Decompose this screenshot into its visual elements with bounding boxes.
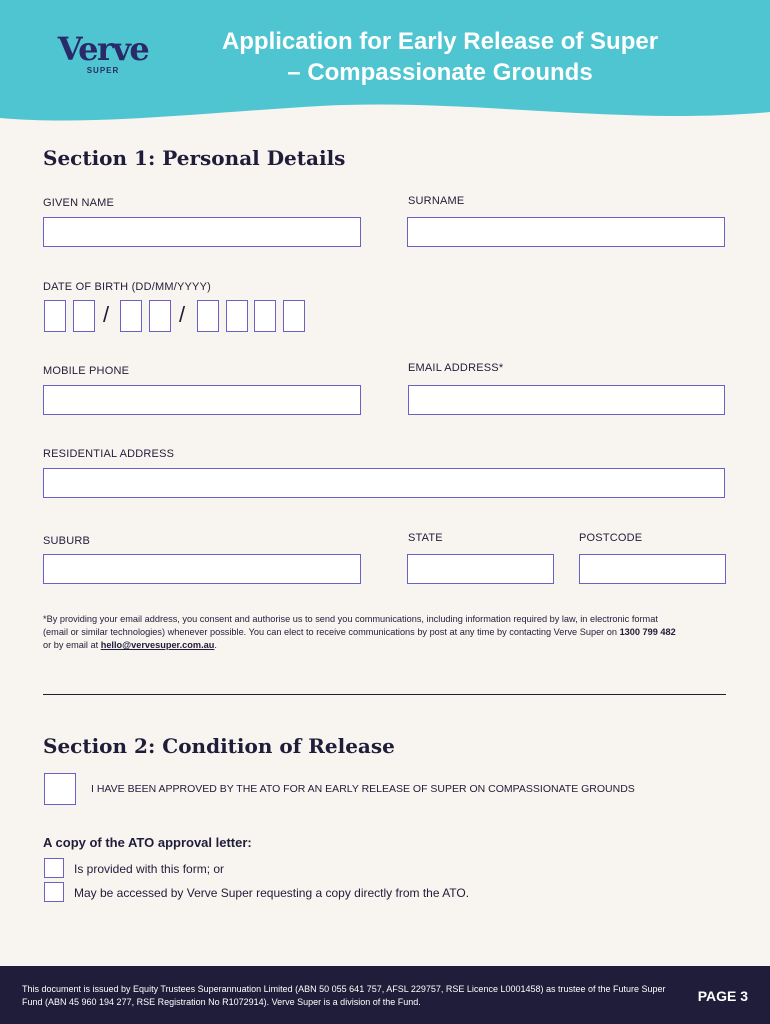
dob-separator: / — [103, 302, 110, 327]
state-input[interactable] — [407, 554, 554, 584]
option-ato-access-label: May be accessed by Verve Super requesting a copy directly from the ATO. — [74, 886, 470, 900]
state-label: STATE — [408, 532, 443, 544]
dob-day-digit-2[interactable] — [73, 300, 95, 332]
suburb-label: SUBURB — [43, 535, 91, 547]
section1-title: Section 1: Personal Details — [43, 146, 346, 170]
email-label: EMAIL ADDRESS* — [408, 362, 504, 374]
section-divider — [43, 694, 726, 695]
postcode-label: POSTCODE — [579, 532, 643, 544]
document-title — [170, 26, 710, 88]
dob-year-digit-2[interactable] — [226, 300, 248, 332]
dob-separator: / — [179, 302, 186, 327]
note-text: *By providing your email address, you consent and authorise us to send you communications, including information required by law, in electronic format (email or similar technologies) whenever possible. You can elect to receive communications by post at any time by contacting Verve Super on — [43, 614, 658, 637]
title-line-2: – Compassionate Grounds — [287, 59, 593, 86]
ato-approved-label: I HAVE BEEN APPROVED BY THE ATO FOR AN EARLY RELEASE OF SUPER ON COMPASSIONATE GROUNDS — [91, 783, 635, 795]
option-provided-checkbox[interactable] — [44, 858, 64, 878]
email-consent-note — [43, 613, 683, 652]
email-input[interactable] — [408, 385, 725, 415]
page-footer — [0, 966, 770, 1024]
dob-label: DATE OF BIRTH (DD/MM/YYYY) — [43, 281, 211, 293]
address-input[interactable] — [43, 468, 725, 498]
page-header — [0, 0, 770, 125]
dob-month-digit-2[interactable] — [149, 300, 171, 332]
mobile-label: MOBILE PHONE — [43, 365, 130, 377]
given-name-label: GIVEN NAME — [43, 197, 115, 209]
footer-disclaimer: This document is issued by Equity Trustees Superannuation Limited (ABN 50 055 641 757, AFSL 229757, RSE Licence L0001458) as trustee of the Future Super Fund (ABN 45 960 194 277, RSE Registration No R1072914). Verve Super is a division of the Fund. — [22, 984, 666, 1007]
copy-heading: A copy of the ATO approval letter: — [43, 835, 252, 850]
dob-year-digit-1[interactable] — [197, 300, 219, 332]
contact-email-link[interactable]: hello@vervesuper.com.au — [100, 640, 215, 650]
option-provided-label: Is provided with this form; or — [74, 862, 225, 876]
surname-label: SURNAME — [408, 195, 465, 207]
dob-month-digit-1[interactable] — [120, 300, 142, 332]
page-number: PAGE 3 — [697, 988, 748, 1004]
note-text: . — [214, 640, 217, 650]
note-text: or by email at — [43, 640, 101, 650]
mobile-input[interactable] — [43, 385, 361, 415]
dob-year-digit-3[interactable] — [254, 300, 276, 332]
logo-sub: SUPER — [86, 66, 120, 75]
ato-approved-checkbox[interactable] — [44, 773, 76, 805]
contact-phone: 1300 799 482 — [619, 627, 676, 637]
surname-input[interactable] — [407, 217, 725, 247]
suburb-input[interactable] — [43, 554, 361, 584]
section2-title: Section 2: Condition of Release — [43, 734, 395, 758]
address-label: RESIDENTIAL ADDRESS — [43, 448, 175, 460]
given-name-input[interactable] — [43, 217, 361, 247]
dob-year-digit-4[interactable] — [283, 300, 305, 332]
title-line-1: Application for Early Release of Super — [221, 28, 659, 55]
verve-super-logo — [50, 32, 156, 76]
postcode-input[interactable] — [579, 554, 726, 584]
logo-word: Verve — [57, 30, 149, 68]
dob-day-digit-1[interactable] — [44, 300, 66, 332]
option-ato-access-checkbox[interactable] — [44, 882, 64, 902]
